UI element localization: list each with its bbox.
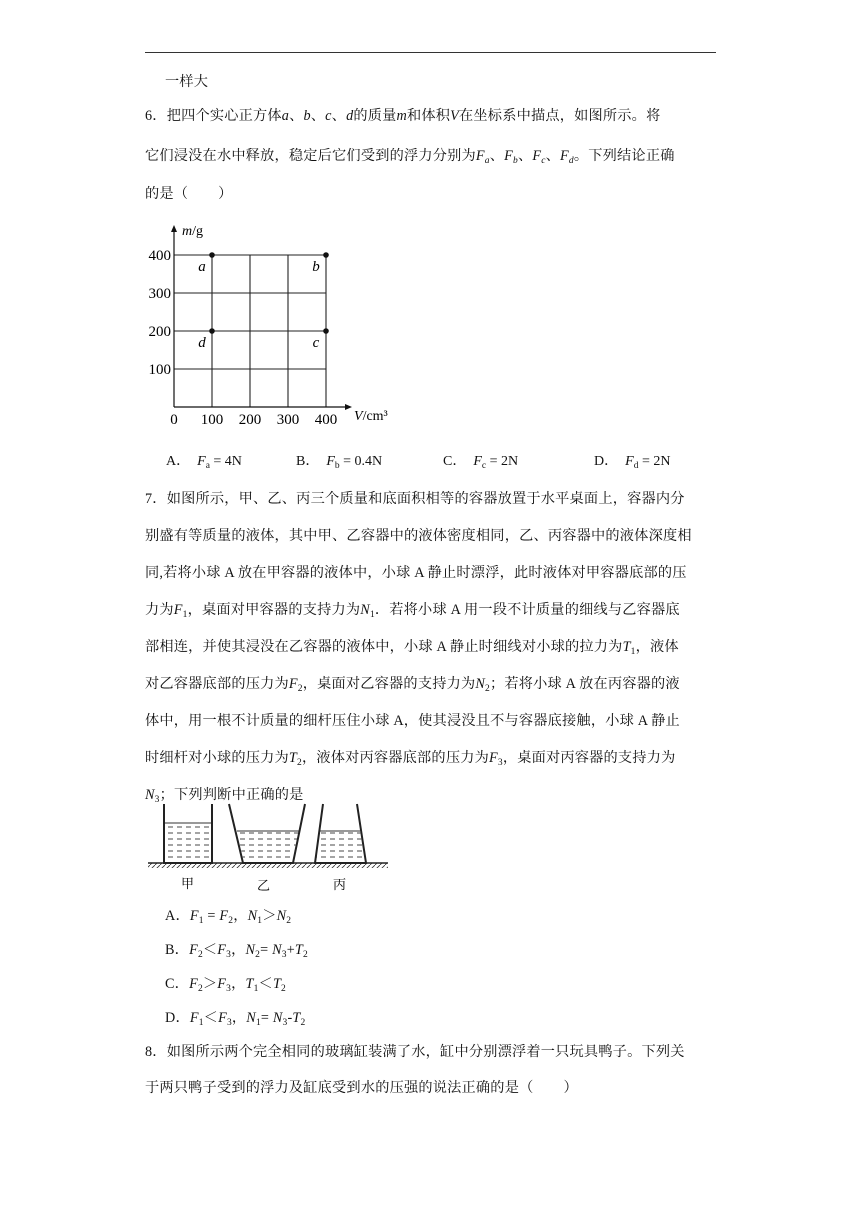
x-axis-label-symbol: V <box>354 409 363 424</box>
label-yi: 乙 <box>257 878 271 893</box>
q8-line-2: 于两只鸭子受到的浮力及缸底受到水的压强的说法正确的是（ ） <box>145 1080 578 1096</box>
q7-option-d[interactable]: D．$F_1<F_3$，$N_1= N_3-T_2$ <box>165 1010 306 1028</box>
q7-line-3: 同,若将小球 A 放在甲容器的液体中，小球 A 静止时漂浮，此时液体对甲容器底部的压 <box>145 565 687 581</box>
label-jia: 甲 <box>181 876 195 891</box>
q7-line-9: $N_3$；下列判断中正确的是 <box>145 787 304 805</box>
q6-option-b[interactable]: B． $F_b = 0.4N$ <box>296 454 383 471</box>
x-tick-label: 200 <box>238 412 262 428</box>
q7-line-8: 时细杆对小球的压力为$T_2$，液体对丙容器底部的压力为$F_3$，桌面对丙容器的支持力为 <box>145 750 676 768</box>
header-rule <box>145 52 716 53</box>
liquid-jia <box>165 823 211 863</box>
x-tick-label: 0 <box>170 412 178 428</box>
q7-line-6: 对乙容器底部的压力为$F_2$，桌面对乙容器的支持力为$N_2$；若将小球 A 放在丙容器的液 <box>145 676 680 694</box>
point-label-c: c <box>312 335 320 351</box>
chart-points <box>198 252 329 351</box>
q6-line-1: 6．把四个实心正方体a、b、c、d的质量m和体积V在坐标系中描点，如图所示。将 <box>145 108 661 124</box>
liquid-yi <box>237 831 299 863</box>
point-a <box>209 252 215 258</box>
q7-line-2: 别盛有等质量的液体，其中甲、乙容器中的液体密度相同，乙、丙容器中的液体深度相 <box>145 528 692 544</box>
y-tick-label: 200 <box>148 324 171 340</box>
x-axis-label <box>354 409 388 424</box>
liquid-bing <box>316 831 365 863</box>
containers-figure <box>140 800 400 896</box>
point-label-b: b <box>312 259 320 275</box>
q7-option-c[interactable]: C．$F_2>F_3$，$T_1<T_2$ <box>165 976 286 994</box>
q6-option-c[interactable]: C． $F_c = 2N$ <box>443 454 519 471</box>
q7-option-a[interactable]: A．$F_1 = F_2$，$N_1>N_2$ <box>165 908 292 926</box>
y-tick-label: 300 <box>148 286 171 302</box>
chart-ticks <box>149 248 338 428</box>
x-axis-arrow <box>345 404 352 410</box>
q7-line-1: 7．如图所示，甲、乙、丙三个质量和底面积相等的容器放置于水平桌面上，容器内分 <box>145 491 685 507</box>
container-bing <box>315 804 366 863</box>
y-axis-label-unit: /g <box>192 224 204 239</box>
y-tick-label: 400 <box>148 248 171 264</box>
point-b <box>323 252 329 258</box>
q7-line-4: 力为$F_1$，桌面对甲容器的支持力为$N_1$．若将小球 A 用一段不计质量的细线与乙容器底 <box>145 602 680 620</box>
q7-line-5: 部相连，并使其浸没在乙容器的液体中，小球 A 静止时细线对小球的拉力为$T_1$，液体 <box>145 639 679 657</box>
point-label-a: a <box>198 259 206 275</box>
y-axis-arrow <box>171 225 177 232</box>
x-axis-label-unit: /cm³ <box>362 409 388 424</box>
q6-line-2: 它们浸没在水中释放，稳定后它们受到的浮力分别为$F_a$、$F_b$、$F_c$、$F_d$。下列结论正确 <box>145 148 675 166</box>
x-tick-label: 400 <box>314 412 338 428</box>
point-c <box>323 328 329 334</box>
point-d <box>209 328 215 334</box>
q7-line-7: 体中，用一根不计质量的细杆压住小球 A，使其浸没且不与容器底接触，小球 A 静止 <box>145 713 680 729</box>
q6-line-3: 的是（ ） <box>145 186 233 202</box>
y-axis-label-symbol: m <box>182 224 193 239</box>
x-tick-label: 300 <box>276 412 300 428</box>
y-axis-label <box>182 224 203 239</box>
point-label-d: d <box>198 335 206 351</box>
container-jia <box>164 804 212 863</box>
q8-line-1: 8．如图所示两个完全相同的玻璃缸装满了水，缸中分别漂浮着一只玩具鸭子。下列关 <box>145 1044 685 1060</box>
q7-option-b[interactable]: B．$F_2<F_3$，$N_2= N_3+T_2$ <box>165 942 308 960</box>
x-tick-label: 100 <box>200 412 224 428</box>
previous-answer-tail: 一样大 <box>165 74 209 90</box>
q6-option-d[interactable]: D． $F_d = 2N$ <box>594 454 671 471</box>
q6-option-a[interactable]: A． $F_a = 4N$ <box>166 454 242 471</box>
mass-volume-chart <box>140 218 400 430</box>
container-yi <box>229 804 305 863</box>
q6-number: 6． <box>145 108 167 124</box>
label-bing: 丙 <box>333 877 347 892</box>
y-tick-label: 100 <box>148 362 171 378</box>
chart-grid <box>174 255 326 407</box>
